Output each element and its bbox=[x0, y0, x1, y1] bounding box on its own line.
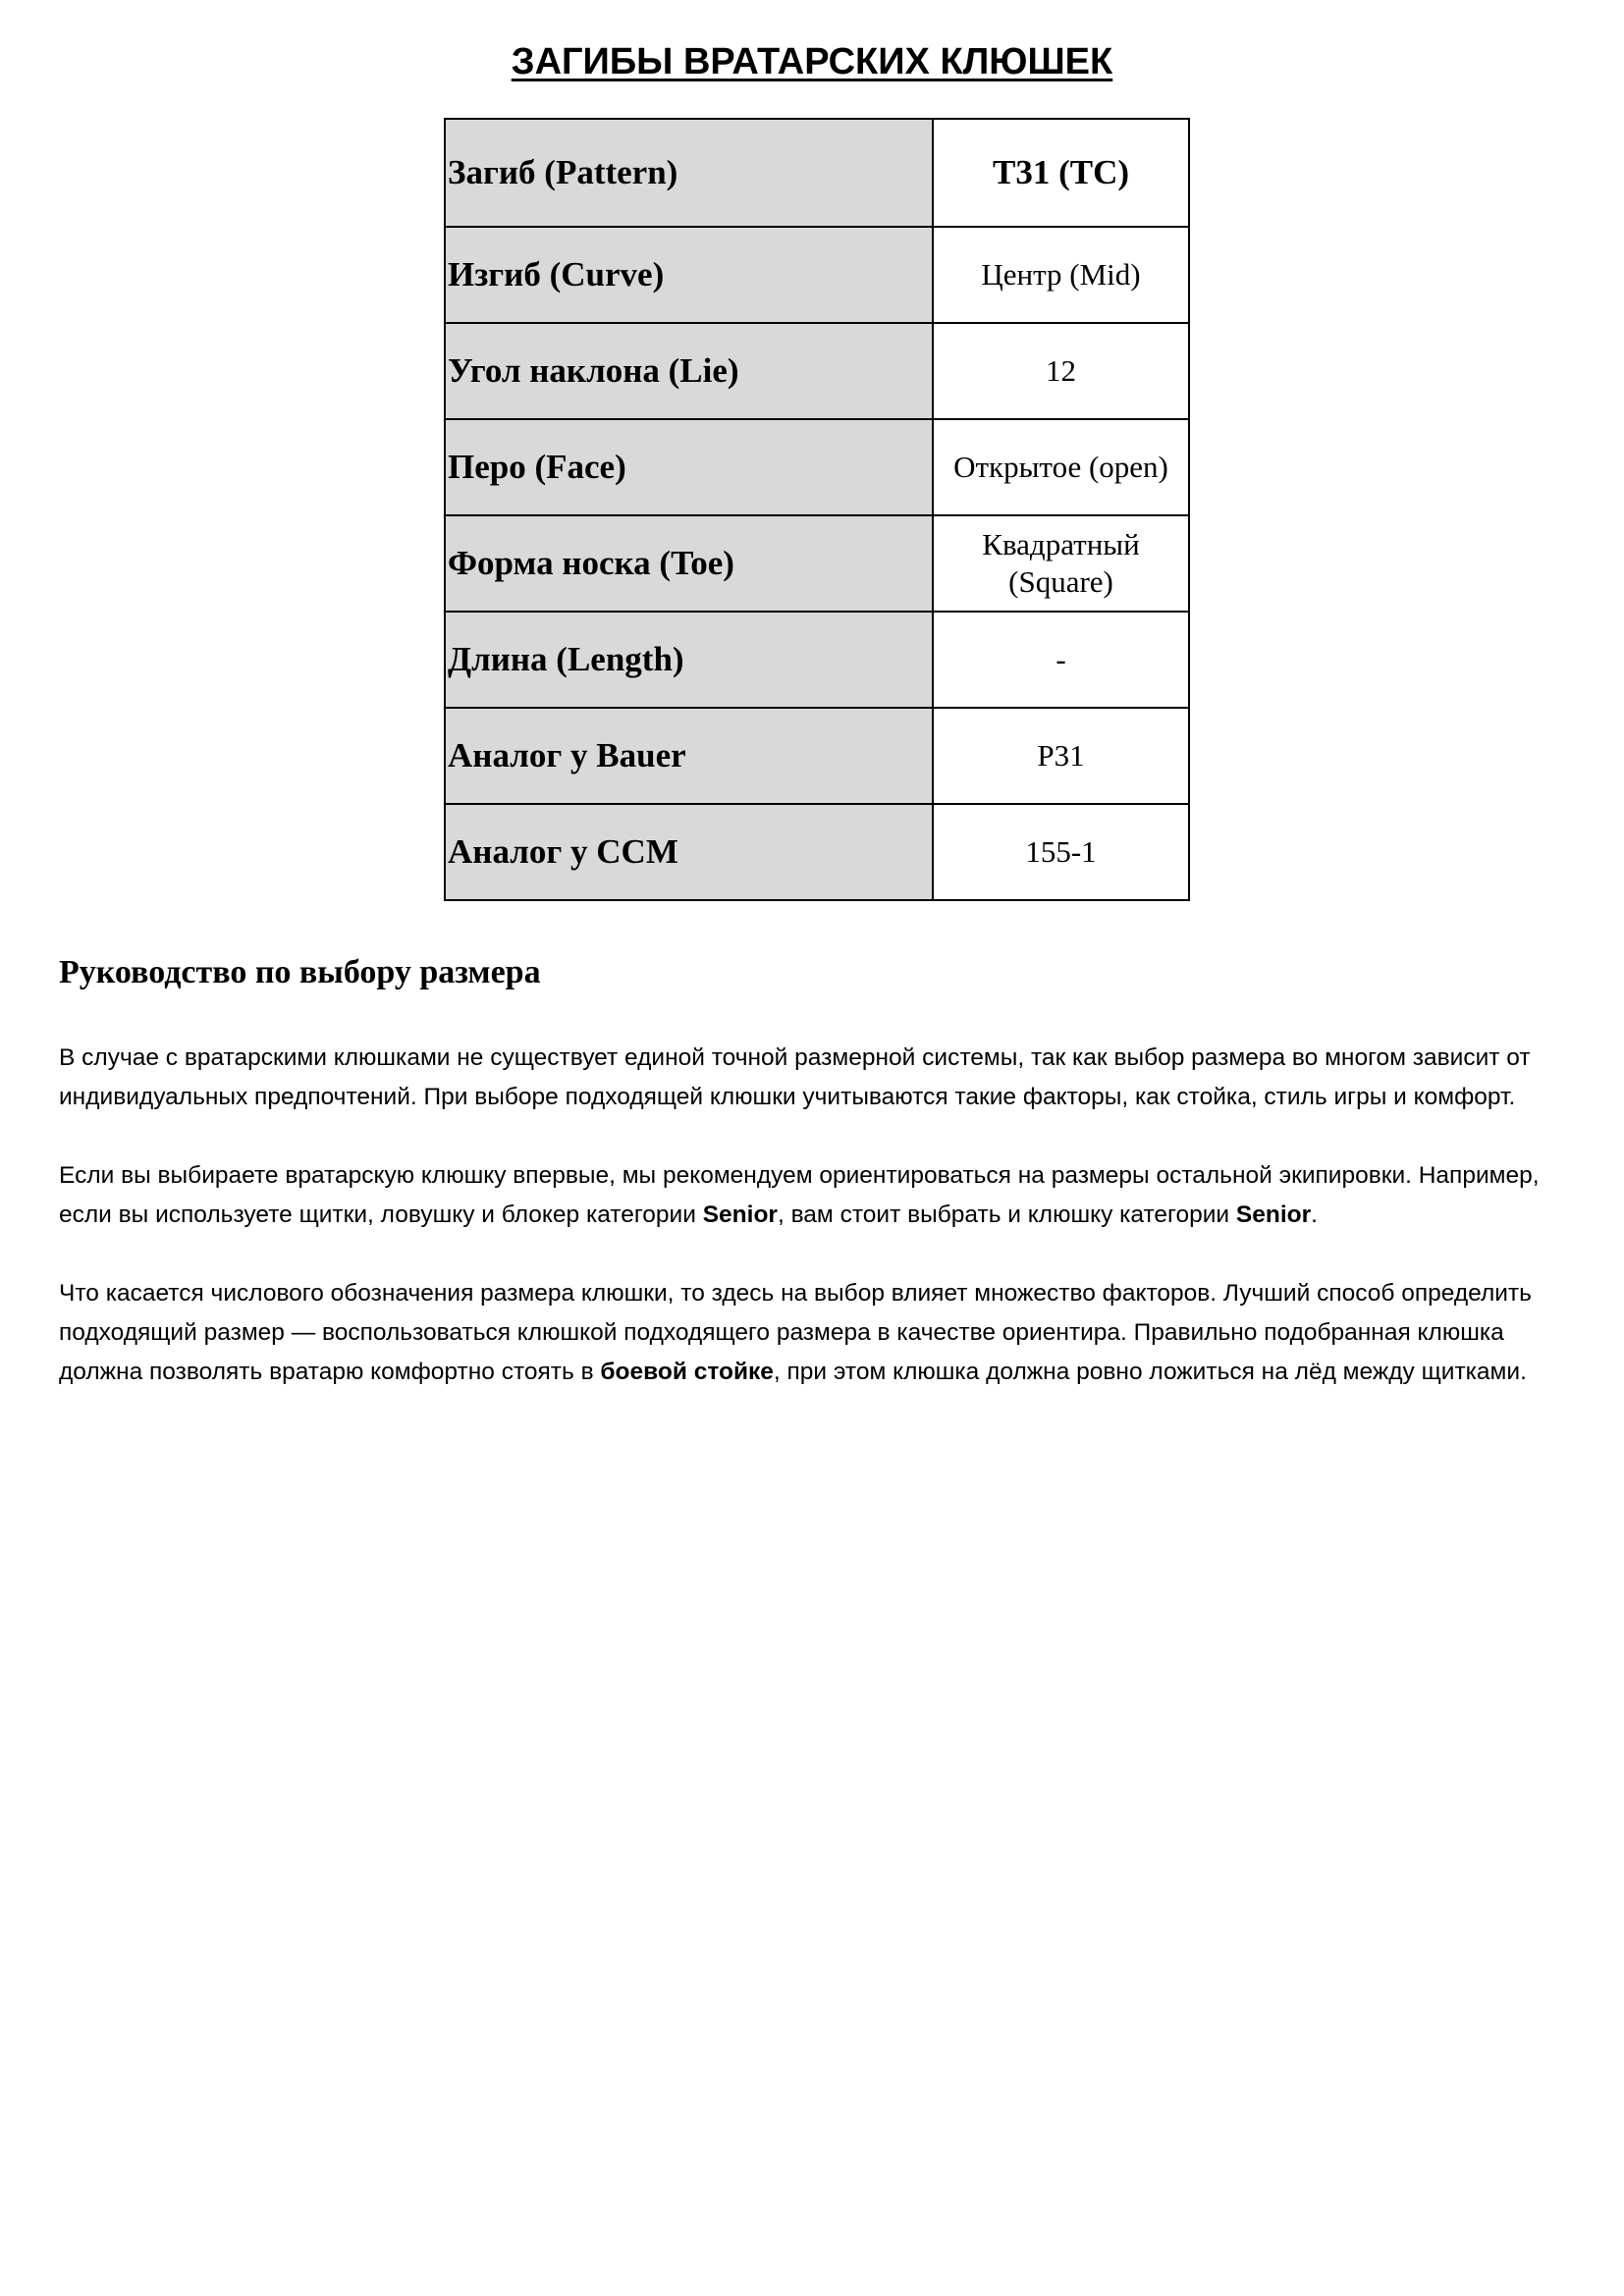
paragraph-text: , при этом клюшка должна ровно ложиться на лёд между щитками. bbox=[773, 1359, 1527, 1385]
bold-term-stance: боевой стойке bbox=[600, 1359, 774, 1385]
pattern-spec-table bbox=[444, 118, 1190, 901]
row-label: Перо (Face) bbox=[445, 419, 933, 515]
table-row-toe bbox=[445, 515, 1189, 612]
table-row-ccm bbox=[445, 804, 1189, 900]
row-label: Угол наклона (Lie) bbox=[445, 323, 933, 419]
row-label: Длина (Length) bbox=[445, 612, 933, 708]
table-row-bauer bbox=[445, 708, 1189, 804]
table-row-length bbox=[445, 612, 1189, 708]
paragraph-text: , вам стоит выбрать и клюшку категории bbox=[777, 1201, 1236, 1228]
size-guide-heading: Руководство по выбору размера bbox=[59, 954, 541, 990]
paragraph-text: Если вы выбираете вратарскую клюшку впервые, мы рекомендуем ориентироваться на размеры остальной экипировки. Например, если вы используете щитки, ловушку и блокер категории bbox=[59, 1162, 1540, 1228]
table-header-label: Загиб (Pattern) bbox=[445, 119, 933, 227]
row-label: Аналог у Bauer bbox=[445, 708, 933, 804]
row-value: Открытое (open) bbox=[933, 419, 1189, 515]
row-value: 155-1 bbox=[933, 804, 1189, 900]
size-guide-body bbox=[59, 1039, 1571, 1431]
size-guide-paragraph-2 bbox=[59, 1156, 1571, 1235]
size-guide-paragraph-3 bbox=[59, 1274, 1571, 1392]
row-label: Форма носка (Toe) bbox=[445, 515, 933, 612]
row-label: Аналог у CCM bbox=[445, 804, 933, 900]
bold-term-senior: Senior bbox=[1235, 1201, 1312, 1228]
row-value: Квадратный (Square) bbox=[933, 515, 1189, 612]
row-value: - bbox=[933, 612, 1189, 708]
row-value: 12 bbox=[933, 323, 1189, 419]
table-header-value: T31 (TC) bbox=[933, 119, 1189, 227]
row-value: Центр (Mid) bbox=[933, 227, 1189, 323]
table-row-curve bbox=[445, 227, 1189, 323]
table-row-face bbox=[445, 419, 1189, 515]
row-value: P31 bbox=[933, 708, 1189, 804]
size-guide-paragraph-1: В случае с вратарскими клюшками не существует единой точной размерной системы, так как выбор размера во многом зависит от индивидуальных предпочтений. При выборе подходящей клюшки учитываются такие факторы, как стойка, стиль игры и комфорт. bbox=[59, 1044, 1531, 1110]
page-title: ЗАГИБЫ ВРАТАРСКИХ КЛЮШЕК bbox=[511, 41, 1113, 82]
table-row-lie bbox=[445, 323, 1189, 419]
bold-term-senior: Senior bbox=[702, 1201, 778, 1228]
paragraph-text: . bbox=[1311, 1201, 1318, 1228]
table-header-row bbox=[445, 119, 1189, 227]
paragraph-text: Что касается числового обозначения размера клюшки, то здесь на выбор влияет множество факторов. Лучший способ определить подходящий размер — воспользоваться клюшкой подходящего размера в качестве ориентира. Правильно подобранная клюшка должна позволять вратарю комфортно стоять в bbox=[59, 1280, 1532, 1385]
row-label: Изгиб (Curve) bbox=[445, 227, 933, 323]
